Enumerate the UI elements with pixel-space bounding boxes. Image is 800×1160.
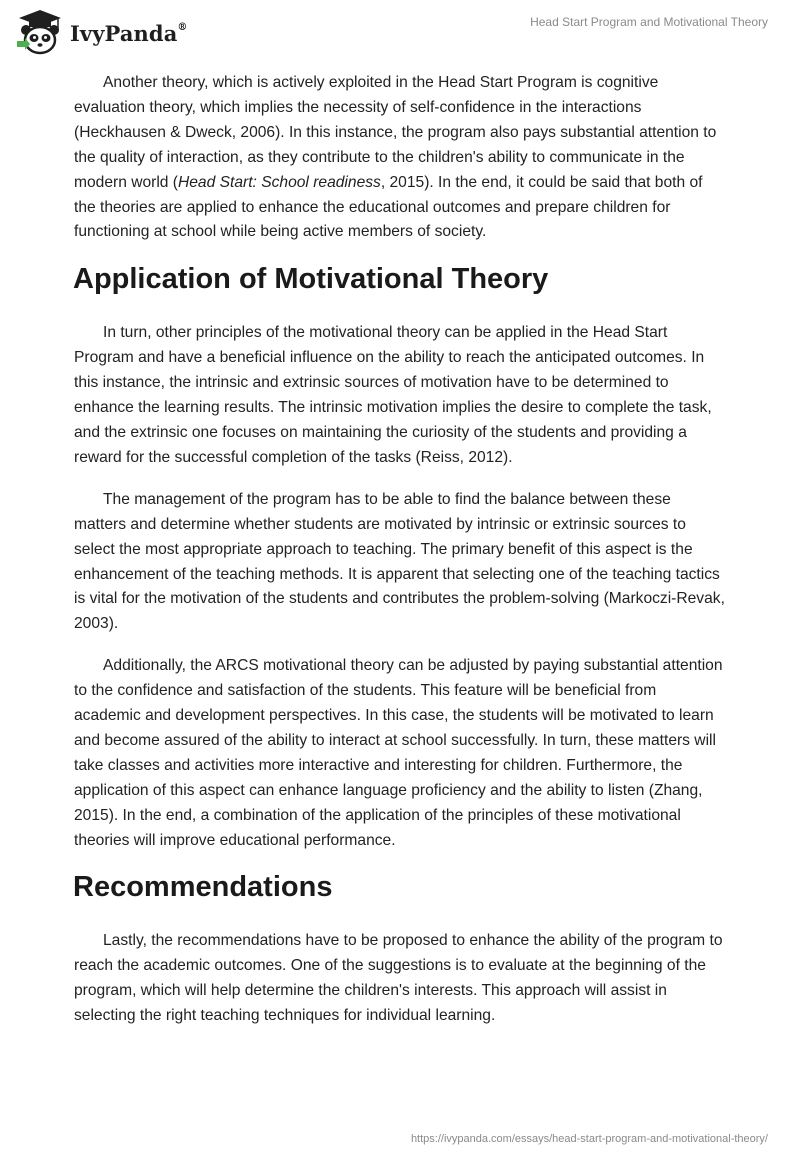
paragraph-recommendations: Lastly, the recommendations have to be proposed to enhance the ability of the program to reach the academic outcomes. One of the suggestions is to evaluate at the beginning of the program, which will help determine the children's interests. This approach will assist in selecting the right teaching techniques for individual learning. [74, 932, 723, 1025]
page-header [0, 0, 800, 64]
essay-body [74, 71, 726, 1046]
italic-citation: Head Start: School readiness [178, 173, 381, 191]
registered-mark: ® [177, 21, 188, 33]
paragraph-program-management: The management of the program has to be able to find the balance between these matters and determine whether students are motivated by intrinsic or extrinsic sources to select the most appropriate approach to teaching. The primary benefit of this aspect is the enhancement of the teaching methods. It is apparent that selecting one of the teaching tactics is vital for the motivation of the students and contributes the problem-solving (Markoczi-Revak, 2003). [74, 490, 725, 633]
logo-wordmark: IvyPanda® [70, 20, 188, 46]
source-url[interactable]: https://ivypanda.com/essays/head-start-program-and-motivational-theory/ [410, 1133, 768, 1145]
paragraph-arcs-theory: Additionally, the ARCS motivational theory can be adjusted by paying substantial attention to the confidence and satisfaction of the students. This feature will be beneficial from academic and development perspectives. In this case, the students will be motivated to learn and become assured of the ability to interact at school successfully. In turn, these matters will take classes and activities more interactive and interesting for children. Furthermore, the application of this aspect can enhance language proficiency and the ability to listen (Zhang, 2015). In the end, a combination of the application of the principles of these motivational theories will improve educational performance. [74, 657, 723, 849]
panda-graduate-icon [14, 8, 66, 58]
ivypanda-logo[interactable] [14, 8, 188, 58]
heading-application-of-motivational-theory: Application of Motivational Theory [73, 263, 549, 296]
paragraph-cognitive-evaluation: Another theory, which is actively exploited in the Head Start Program is cognitive evaluation theory, which implies the necessity of self-confidence in the interactions (Heckhausen & Dweck, 2006). In this instance, the program also pays substantial attention to the quality of interaction, as they contribute to the children's ability to communicate in the modern world (Head Start: School readiness, 2015). In the end, it could be said that both of the theories are applied to enhance the educational outcomes and prepare children for functioning at school while being active members of society. [74, 74, 717, 241]
running-title: Head Start Program and Motivational Theory [530, 15, 768, 29]
paragraph-intrinsic-extrinsic: In turn, other principles of the motivational theory can be applied in the Head Start Program and have a beneficial influence on the ability to reach the anticipated outcomes. In this instance, the intrinsic and extrinsic sources of motivation have to be determined to enhance the learning results. The intrinsic motivation implies the desire to complete the task, and the extrinsic one focuses on maintaining the curiosity of the students and providing a reward for the successful completion of the tasks (Reiss, 2012). [74, 324, 712, 466]
heading-recommendations: Recommendations [73, 871, 333, 904]
